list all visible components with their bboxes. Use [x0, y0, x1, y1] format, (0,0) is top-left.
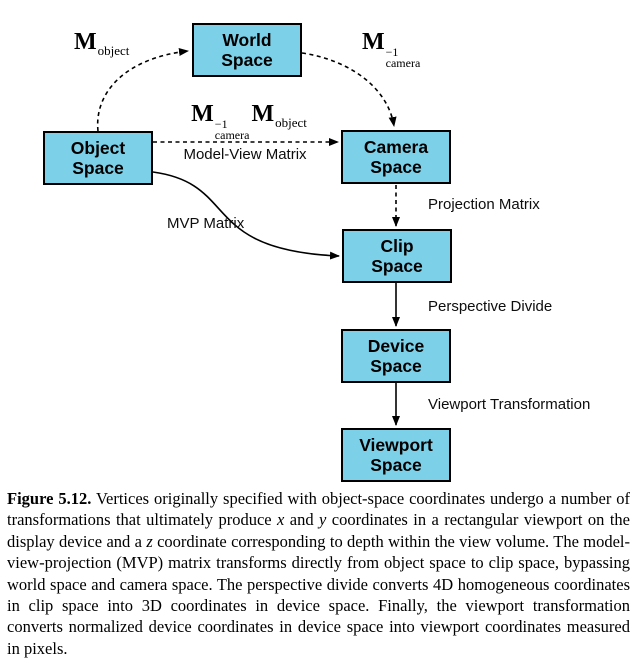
node-label-line: Space [370, 455, 422, 475]
node-world-space [192, 23, 302, 77]
label-model-view-matrix: Model-View Matrix [183, 146, 307, 163]
node-viewport-space [341, 428, 451, 482]
node-label-line: Camera [363, 137, 429, 157]
matrix-symbol: M [362, 29, 385, 55]
node-label-line: Space [371, 256, 423, 276]
matrix-sup-sub-stack [386, 47, 421, 69]
matrix-superscript: −1 [214, 117, 228, 131]
node-label-line: Space [370, 157, 422, 177]
label-m-object-matrix [74, 30, 129, 59]
matrix-symbol: M [191, 101, 214, 127]
node-label-line: Space [221, 50, 273, 70]
label-viewport-transformation: Viewport Transformation [428, 396, 591, 413]
matrix-subscript: object [97, 43, 130, 58]
node-label-line: Viewport [359, 435, 433, 455]
node-label-line: World [222, 30, 272, 50]
node-device-space [341, 329, 451, 383]
matrix-subscript: camera [214, 128, 250, 142]
node-label-line: Object [70, 138, 126, 158]
matrix-symbol: M [251, 101, 275, 127]
node-clip-space [342, 229, 452, 283]
node-label-line: Device [367, 336, 425, 356]
label-projection-matrix: Projection Matrix [428, 196, 540, 213]
label-mvp-matrix: MVP Matrix [167, 215, 245, 232]
figure-caption: Figure 5.12. Vertices originally specified with object-space coordinates undergo a number of transformations that ultimately produce x and y coordinates in a rectangular viewport on the display device and a z coordinate corresponding to depth within the view volume. The model-view-projection (MVP) matrix transforms directly from object space to clip space, bypassing world space and camera space. The perspective divide converts 4D homogeneous coordinates in clip space into 3D coordinates in device space. Finally, the viewport transformation converts normalized device coordinates in device space into viewport coordinates measured in pixels. [7, 489, 631, 658]
node-object-space [43, 131, 153, 185]
matrix-superscript: −1 [385, 45, 399, 59]
node-camera-space [341, 130, 451, 184]
node-label-line: Space [72, 158, 124, 178]
matrix-subscript: camera [385, 56, 421, 70]
label-m-camera-inverse-matrix [362, 30, 420, 69]
label-perspective-divide: Perspective Divide [428, 298, 553, 315]
node-label-line: Space [370, 356, 422, 376]
arrow-object-to-world [98, 51, 188, 131]
matrix-sup-sub-stack [215, 119, 250, 141]
node-label-line: Clip [380, 236, 414, 256]
matrix-subscript: object [275, 115, 307, 130]
label-model-view-product [178, 102, 320, 141]
arrow-object-to-clip-mvp [153, 172, 339, 256]
matrix-symbol: M [74, 29, 97, 55]
